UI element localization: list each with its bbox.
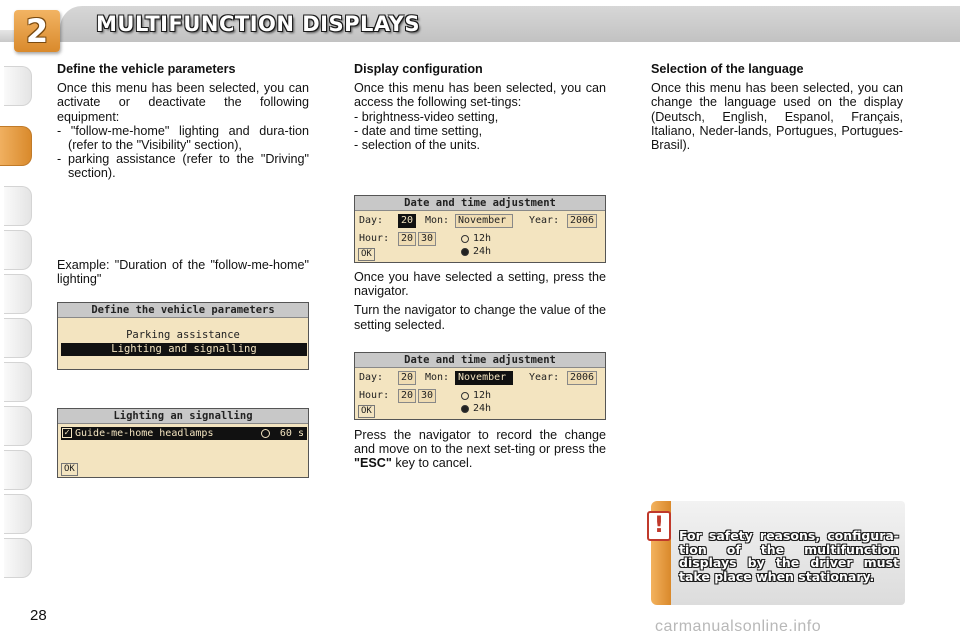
radio-24h-selected[interactable] bbox=[461, 405, 469, 413]
page-header bbox=[0, 0, 960, 56]
screen-title: Define the vehicle parameters bbox=[58, 303, 308, 318]
column-display-configuration-steps bbox=[354, 270, 606, 332]
list-item: - selection of the units. bbox=[354, 138, 481, 153]
month-label: Mon: bbox=[425, 372, 450, 383]
month-field[interactable]: November bbox=[455, 214, 513, 228]
safety-warning-box bbox=[651, 501, 905, 605]
year-field[interactable]: 2006 bbox=[567, 371, 597, 385]
chapter-badge bbox=[14, 10, 60, 52]
esc-key-label: "ESC" bbox=[354, 456, 392, 471]
day-field[interactable]: 20 bbox=[398, 371, 416, 385]
hour-label: Hour: bbox=[359, 390, 390, 401]
confirm-text bbox=[354, 428, 606, 471]
option-24h-label: 24h bbox=[473, 403, 492, 414]
step-text: Turn the navigator to change the value of the setting selected. bbox=[354, 303, 606, 332]
section-heading: Selection of the language bbox=[651, 62, 804, 76]
selected-row[interactable] bbox=[61, 427, 307, 440]
watermark: carmanualsonline.info bbox=[655, 618, 822, 635]
column-display-configuration-confirm bbox=[354, 428, 606, 471]
month-label: Mon: bbox=[425, 215, 450, 226]
list-item: - "follow-me-home" lighting and dura-tion (refer to the "Visibility" section), bbox=[57, 123, 309, 153]
chapter-tab-1[interactable] bbox=[4, 66, 32, 106]
chapter-tab-3[interactable] bbox=[4, 186, 32, 226]
chapter-tab-2-active[interactable] bbox=[0, 126, 32, 166]
chapter-number: 2 bbox=[25, 12, 49, 50]
screen-title: Date and time adjustment bbox=[355, 196, 605, 211]
ok-button[interactable]: OK bbox=[358, 405, 375, 418]
year-label: Year: bbox=[529, 372, 560, 383]
chapter-tab-9[interactable] bbox=[4, 450, 32, 490]
day-label: Day: bbox=[359, 372, 384, 383]
screen-date-time-month-selected bbox=[354, 352, 606, 420]
menu-item-lighting-signalling-selected[interactable]: Lighting and signalling bbox=[61, 343, 307, 356]
warning-text: For safety reasons, configura-tion of the multifunction displays by the driver must take place when stationary. bbox=[679, 528, 899, 584]
section-heading: Display configuration bbox=[354, 62, 483, 76]
chapter-tab-10[interactable] bbox=[4, 494, 32, 534]
example-text: Example: "Duration of the "follow-me-home" lighting" bbox=[57, 257, 309, 286]
duration-value[interactable]: 60 s bbox=[279, 428, 304, 439]
option-24h-label: 24h bbox=[473, 246, 492, 257]
column-language-selection bbox=[651, 62, 903, 152]
chapter-tab-6[interactable] bbox=[4, 318, 32, 358]
radio-12h[interactable] bbox=[461, 235, 469, 243]
section-heading: Define the vehicle parameters bbox=[57, 62, 236, 76]
chapter-tab-7[interactable] bbox=[4, 362, 32, 402]
month-field-selected[interactable]: November bbox=[455, 371, 513, 385]
minute-field[interactable]: 30 bbox=[418, 232, 436, 246]
hour-field[interactable]: 20 bbox=[398, 232, 416, 246]
row-label: Guide-me-home headlamps bbox=[75, 428, 214, 439]
confirm-text-end: key to cancel. bbox=[391, 456, 473, 471]
page-title: MULTIFUNCTION DISPLAYS bbox=[96, 12, 420, 36]
list-item: - brightness-video setting, bbox=[354, 109, 499, 124]
radio-12h[interactable] bbox=[461, 392, 469, 400]
chapter-tab-5[interactable] bbox=[4, 274, 32, 314]
screen-date-time-day-selected bbox=[354, 195, 606, 263]
option-12h-label: 12h bbox=[473, 233, 492, 244]
timer-icon bbox=[261, 429, 270, 438]
chapter-tab-11[interactable] bbox=[4, 538, 32, 578]
step-text: Once you have selected a setting, press the navigator. bbox=[354, 270, 606, 299]
page-number: 28 bbox=[30, 607, 47, 624]
radio-24h-selected[interactable] bbox=[461, 248, 469, 256]
screen-lighting-signalling bbox=[57, 408, 309, 478]
intro-text: Once this menu has been selected, you can access the following set-tings: bbox=[354, 81, 606, 110]
screen-title: Lighting an signalling bbox=[58, 409, 308, 424]
chapter-tab-8[interactable] bbox=[4, 406, 32, 446]
confirm-text-start: Press the navigator to record the change and move on to the next set-ting or press the bbox=[354, 428, 606, 457]
menu-item-parking-assistance[interactable]: Parking assistance bbox=[126, 329, 240, 341]
language-text: Once this menu has been selected, you can change the language used on the display (Deutsch, English, Espanol, Français, Italiano, Neder-lands, Portugues, Portugues-Brasil). bbox=[651, 81, 903, 153]
screen-define-vehicle-parameters bbox=[57, 302, 309, 370]
column-vehicle-parameters bbox=[57, 62, 309, 286]
chapter-tab-4[interactable] bbox=[4, 230, 32, 270]
day-label: Day: bbox=[359, 215, 384, 226]
ok-button[interactable]: OK bbox=[61, 463, 78, 476]
list-item: - parking assistance (refer to the "Driving" section). bbox=[57, 152, 309, 181]
exclamation-icon: ! bbox=[647, 511, 671, 541]
year-field[interactable]: 2006 bbox=[567, 214, 597, 228]
list-item: - date and time setting, bbox=[354, 123, 483, 138]
column-display-configuration bbox=[354, 62, 606, 152]
chapter-tabs bbox=[0, 62, 34, 582]
intro-text: Once this menu has been selected, you can activate or deactivate the following equipment: bbox=[57, 81, 309, 124]
option-12h-label: 12h bbox=[473, 390, 492, 401]
day-field-selected[interactable]: 20 bbox=[398, 214, 416, 228]
hour-label: Hour: bbox=[359, 233, 390, 244]
year-label: Year: bbox=[529, 215, 560, 226]
checkbox-icon[interactable]: ✓ bbox=[62, 428, 72, 438]
minute-field[interactable]: 30 bbox=[418, 389, 436, 403]
screen-title: Date and time adjustment bbox=[355, 353, 605, 368]
ok-button[interactable]: OK bbox=[358, 248, 375, 261]
hour-field[interactable]: 20 bbox=[398, 389, 416, 403]
